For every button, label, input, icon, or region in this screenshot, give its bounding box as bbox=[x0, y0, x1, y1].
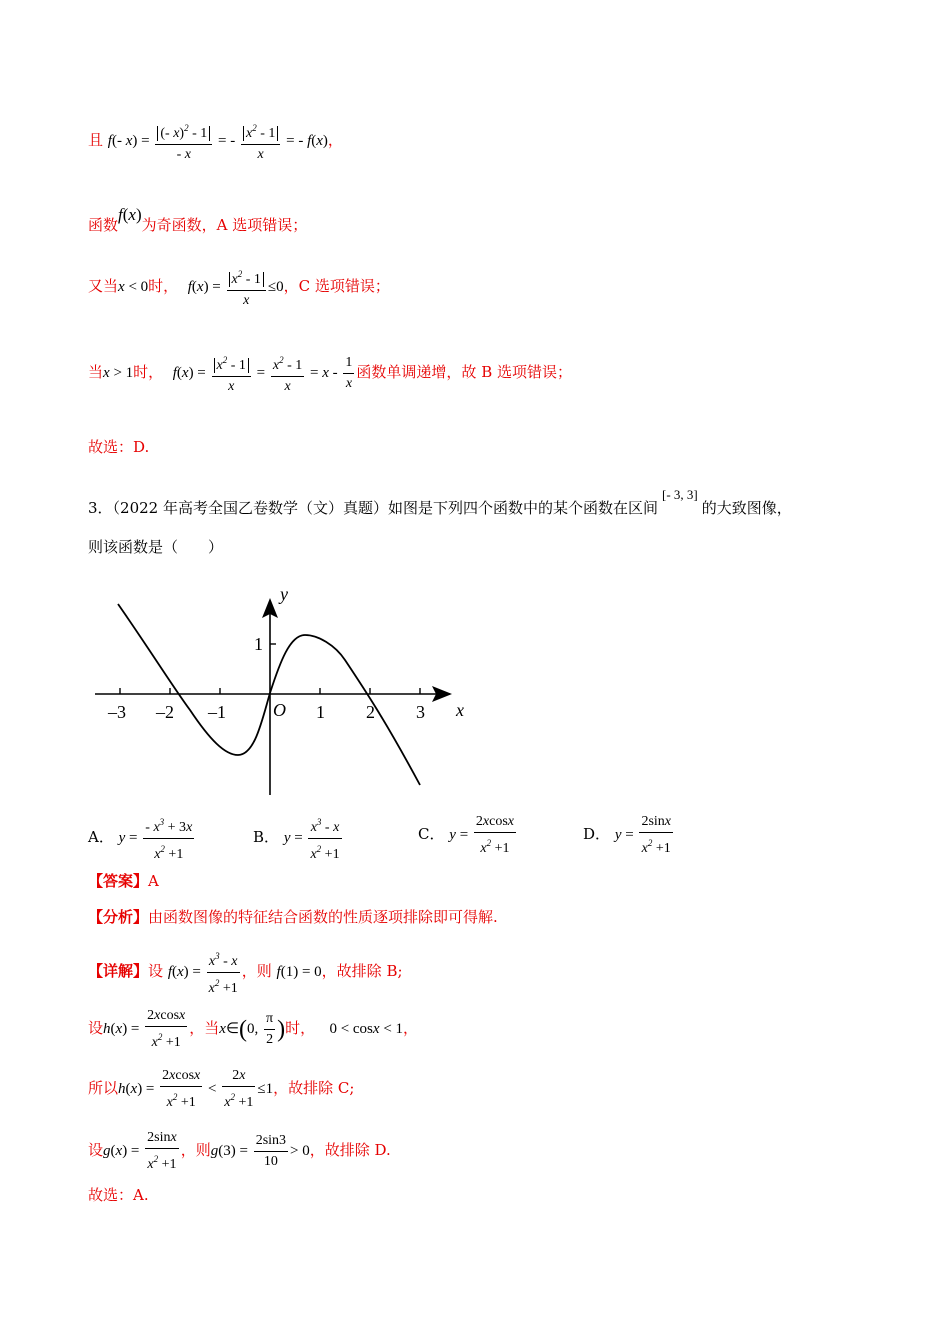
x-tick: –2 bbox=[156, 702, 174, 722]
detail-line-2: 设h(x) = $\frac{2xcosx}{x^2 +1}$ ，当x∈(0, $\frac{\pi}{2}$ )时， 0 < cosx < 1， bbox=[88, 1008, 419, 1050]
option-b[interactable]: B． y = $\frac{x^3 - x}{x^2 +1}$ bbox=[253, 812, 344, 865]
interval: [- 3, 3] bbox=[662, 487, 698, 502]
x-tick: 3 bbox=[416, 702, 425, 722]
proof-line-odd: 且 f(- x) = $\frac{(- x)^2 - 1}{- x}$ = - $\frac{x^2 - 1}{x}$ = - f(x)， bbox=[88, 118, 343, 165]
proof-line-increasing: 当x > 1时， f(x) = $\frac{x^2 - 1}{x}$ = $\frac{x^2 - 1}{x}$ = x - $\frac{1}{x}$ 函数单调递增，故 B 选项错误； bbox=[88, 350, 572, 397]
y-axis-label: y bbox=[280, 584, 288, 604]
x-axis-label: x bbox=[456, 700, 464, 720]
answer-line: 【答案】A bbox=[88, 872, 159, 890]
function-graph bbox=[90, 580, 470, 800]
detail-line-3: 所以h(x) = $\frac{2xcosx}{x^2 +1}$ < $\frac{2x}{x^2 +1}$ ≤1，故排除 C; bbox=[88, 1068, 355, 1110]
previous-answer: 故选：D. bbox=[88, 438, 150, 456]
x-tick: –1 bbox=[208, 702, 226, 722]
x-tick: 1 bbox=[316, 702, 325, 722]
option-a[interactable]: A． y = $\frac{- x^3 + 3x}{x^2 +1}$ bbox=[88, 812, 196, 865]
y-axis bbox=[262, 598, 278, 795]
proof-line-odd-conclusion: 函数f(x)为奇函数，A 选项错误； bbox=[88, 205, 308, 234]
option-c[interactable]: C． y = $\frac{2xcosx}{x^2 +1}$ bbox=[418, 814, 515, 856]
x-tick: –3 bbox=[108, 702, 126, 722]
option-d[interactable]: D． y = $\frac{2\sin x}{x^2 +1}$ bbox=[583, 814, 672, 856]
y-tick-1: 1 bbox=[254, 634, 263, 654]
question-3: 3．（2022 年高考全国乙卷数学（文）真题）如图是下列四个函数中的某个函数在区间[- 3, 3]的大致图像， bbox=[88, 487, 792, 517]
x-tick: 2 bbox=[366, 702, 375, 722]
origin-label: O bbox=[273, 700, 286, 720]
proof-line-negative: 又当x < 0时， f(x) = $\frac{x^2 - 1}{x}$ ≤0，C 选项错误； bbox=[88, 264, 390, 311]
detail-line-4: 设g(x) = $\frac{2\sin x}{x^2 +1}$ ，则g(3) = $\frac{2\sin 3}{10}$ > 0，故排除 D. bbox=[88, 1130, 391, 1172]
detail-line-1: 【详解】设 f(x) = $\frac{x^3 - x}{x^2 +1}$ ，则 f(1) = 0，故排除 B; bbox=[88, 946, 403, 999]
question-3-line2: 则该函数是（ ） bbox=[88, 538, 224, 556]
formula-f-neg-x: f(- x) = $\frac{(- x)^2 - 1}{- x}$ = - $\frac{x^2 - 1}{x}$ = - f(x) bbox=[108, 133, 328, 149]
analysis-line: 【分析】由函数图像的特征结合函数的性质逐项排除即可得解. bbox=[88, 908, 498, 926]
final-answer: 故选：A. bbox=[88, 1186, 149, 1204]
